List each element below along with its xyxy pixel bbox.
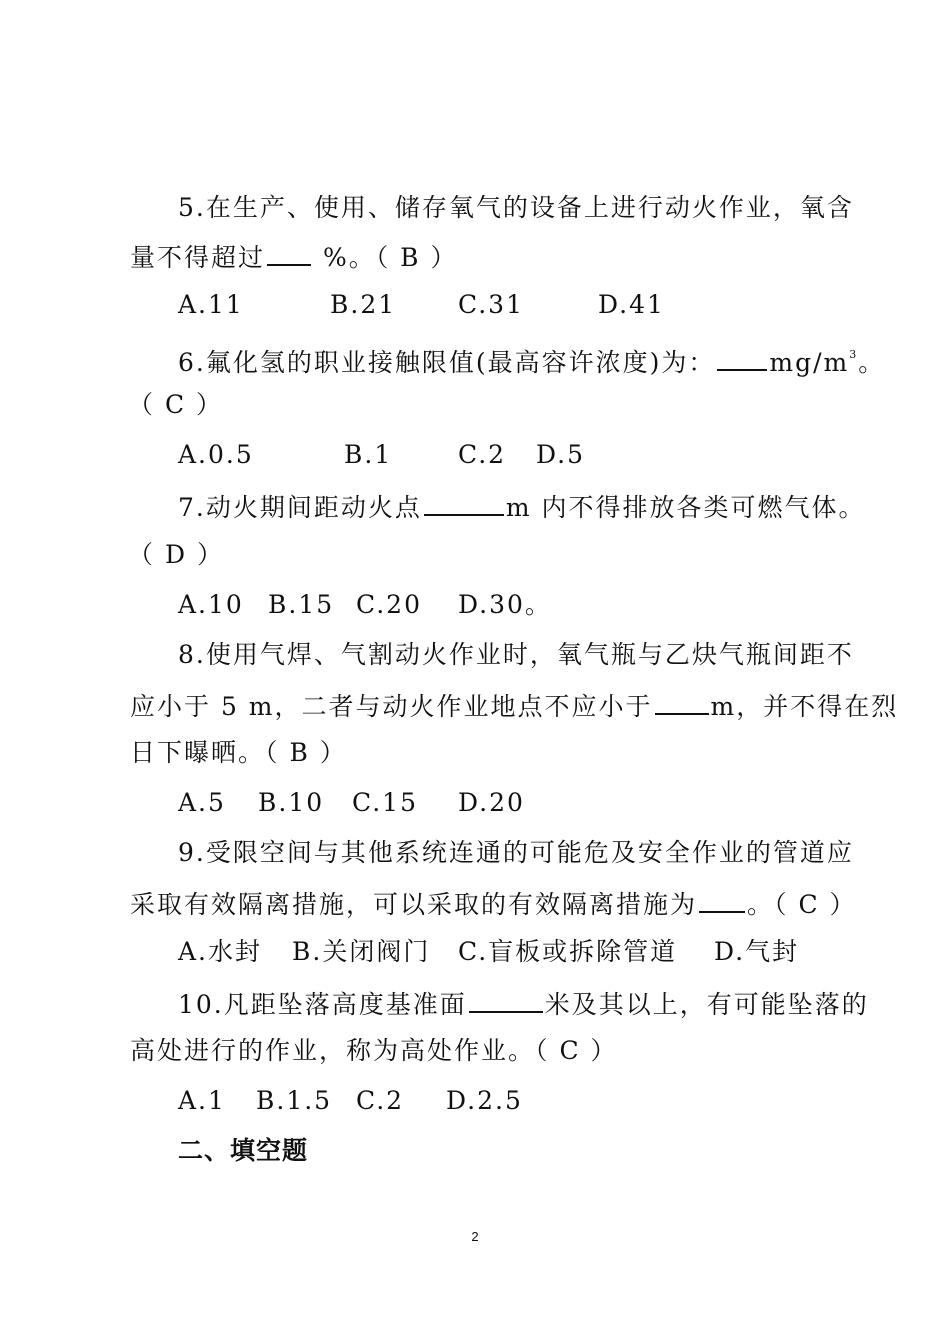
option-d: D.2.5 [446,1086,523,1115]
option-d: D.20 [458,788,525,817]
option-a: A.水封 [178,937,263,966]
option-d: D.41 [598,290,665,319]
question-7-line-2: （ D ） [128,540,224,569]
question-text: 。 [858,348,886,377]
option-a: A.11 [178,290,244,319]
option-a: A.5 [178,788,226,817]
question-text: 应小于 5 m，二者与动火作业地点不应小于 [130,692,653,721]
question-text: 采取有效隔离措施，可以采取的有效隔离措施为 [130,890,698,919]
question-8-line-3: 日下曝晒。（ B ） [130,738,347,767]
question-6-line-1 [0,340,885,378]
option-b: B.1 [344,440,393,469]
option-c: C.15 [352,788,418,817]
option-d: D.气封 [714,937,800,966]
answer-blank [717,345,767,371]
question-8-line-2 [0,689,898,722]
unit-text: mg/m [769,348,850,377]
option-d: D.5 [536,440,586,469]
question-text: m 内不得排放各类可燃气体。 [505,493,866,522]
question-9-line-2 [0,887,857,920]
option-c: C.盲板或拆除管道 [458,937,678,966]
question-8-line-1: 8.使用气焊、气割动火作业时，氧气瓶与乙炔气瓶间距不 [178,640,854,669]
unit-superscript: 3 [849,348,859,361]
answer-blank [655,689,709,715]
page-number: 2 [471,1229,479,1244]
question-text: 5.在生产、使用、储存氧气的设备上进行动火作业，氧含 [178,193,854,222]
question-9-line-1: 9.受限空间与其他系统连通的可能危及安全作业的管道应 [178,838,854,867]
answer-blank [699,887,745,913]
option-c: C.2 [458,440,507,469]
option-b: B.关闭阀门 [292,937,431,966]
section-heading: 二、填空题 [178,1136,309,1165]
question-text: 6.氟化氢的职业接触限值(最高容许浓度)为： [178,348,716,377]
question-10-line-1 [0,987,869,1020]
option-b: B.15 [268,590,335,619]
question-10-line-2: 高处进行的作业，称为高处作业。（ C ） [130,1036,618,1065]
question-text: 米及其以上，有可能坠落的 [544,990,869,1019]
question-5-line-2 [0,240,457,273]
question-5-line-1 [0,193,854,223]
option-b: B.10 [258,788,325,817]
option-c: C.20 [356,590,422,619]
option-c: C.2 [356,1086,405,1115]
question-text: 10.凡距坠落高度基准面 [178,990,467,1019]
option-d: D.30。 [458,590,552,619]
option-a: A.0.5 [178,440,254,469]
answer-blank [469,987,543,1013]
question-7-line-1 [0,490,866,523]
question-text: 。（ C ） [747,890,857,919]
option-a: A.10 [178,590,244,619]
question-text: 7.动火期间距动火点 [178,493,422,522]
question-6-line-2: （ C ） [128,390,224,419]
question-text: m，并不得在烈 [710,692,899,721]
option-b: B.1.5 [256,1086,333,1115]
question-answer: %。（ B ） [313,243,458,272]
question-text: 量不得超过 [130,243,266,272]
option-a: A.1 [178,1086,226,1115]
option-c: C.31 [458,290,524,319]
option-b: B.21 [330,290,397,319]
answer-blank [424,490,504,516]
answer-blank [267,240,311,266]
